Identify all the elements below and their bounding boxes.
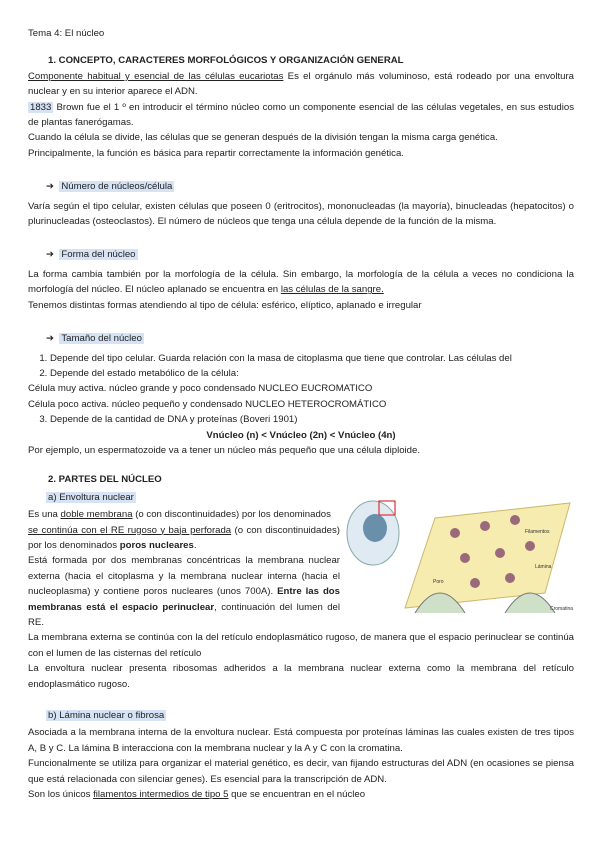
s2-p4: La envoltura nuclear presenta ribosomas adheridos a la membrana nuclear externa como la membrana del retículo endoplasmático rugoso. xyxy=(28,663,574,690)
s1-p4: Principalmente, la función es básica para repartir correctamente la información genética. xyxy=(28,147,404,159)
tam-list xyxy=(28,351,574,382)
lamina-plane xyxy=(405,503,570,608)
forma-p1: La forma cambia también por la morfología de la célula. Sin embargo, la morfología de la célula a veces no condiciona la morfología del núcleo. El núcleo aplanado se encuentra en las células de la sangre. xyxy=(28,268,574,296)
tam-li3: 3. Depende de la cantidad de DNA y proteínas (Boveri 1901) xyxy=(50,412,574,427)
fig-label-4: Cromatina xyxy=(550,606,574,612)
s2-a-heading: a) Envoltura nuclear xyxy=(48,491,134,503)
nuclear-envelope-figure xyxy=(345,498,575,618)
s2-b-heading: b) Lámina nuclear o fibrosa xyxy=(48,710,165,722)
forma-heading: ➔ Forma del núcleo xyxy=(46,249,136,261)
s2-p3: La membrana externa se continúa con la del retículo endoplasmático rugoso, de manera que el espacio perinuclear se continúa con el lumen de las cisternas del retículo xyxy=(28,632,574,659)
tam-l2: Célula poco activa. núcleo pequeño y condensado NUCLEO HETEROCROMÁTICO xyxy=(28,398,387,410)
s2-b1: Asociada a la membrana interna de la envoltura nuclear. Está compuesta por proteínas láminas las cuales existen de tres tipos A, B y C. La lámina B interacciona con la membrana nuclear y la A y C con la cromatina. xyxy=(28,727,574,754)
tam-list-2 xyxy=(28,412,574,427)
fig-label-3: Poro xyxy=(433,579,444,585)
fig-label-1: Filamentos xyxy=(525,529,550,535)
tam-example: Por ejemplo, un espermatozoide va a tener un núcleo más pequeño que una célula diploide. xyxy=(28,444,421,456)
section-2-heading: 2. PARTES DEL NÚCLEO xyxy=(48,474,162,486)
tam-heading: ➔ Tamaño del núcleo xyxy=(46,333,142,345)
s2-p2: Está formada por dos membranas concéntricas la membrana nuclear externa (hacia el citoplasma y la membrana nuclear interna (hacia el nucleoplasma) y contiene poros nucleares (unos 700A). Entre las dos membranas está el espacio perinuclear, continuación del lumen del RE. xyxy=(28,555,341,628)
doc-title: Tema 4: El núcleo xyxy=(28,28,105,39)
tam-li2: 2. Depende del estado metabólico de la célula: xyxy=(50,366,574,381)
s2-p1b: se continúa con el RE rugoso y baja perforada (o con discontinuidades) por los denominados poros nucleares. xyxy=(28,524,340,551)
s2-b2: Funcionalmente se utiliza para organizar el material genético, es decir, van fijando estructuras del ADN (en ocasiones se piensa que está relacionada con silenciar genes). Es esencial para la transcripción de ADN. xyxy=(28,758,574,785)
s1-p1: Componente habitual y esencial de las células eucariotas Es el orgánulo más voluminoso, está rodeado por una envoltura nuclear y en su interior aparece el ADN. xyxy=(28,70,574,98)
tam-l1: Célula muy activa. núcleo grande y poco condensado NUCLEO EUCROMATICO xyxy=(28,383,373,395)
s2-p1: Es una doble membrana (o con discontinuidades) por los denominados xyxy=(28,509,331,521)
fig-label-2: Lámina xyxy=(535,564,552,570)
num-heading: ➔ Número de núcleos/célula xyxy=(46,181,173,193)
s2-b3: Son los únicos filamentos intermedios de tipo 5 que se encuentran en el núcleo xyxy=(28,789,366,801)
tam-formula: Vnúcleo (n) < Vnúcleo (2n) < Vnúcleo (4n) xyxy=(206,429,396,441)
tam-li1: 1. Depende del tipo celular. Guarda relación con la masa de citoplasma que tiene que controlar. Las células del xyxy=(50,351,574,366)
forma-p2: Tenemos distintas formas atendiendo al tipo de célula: esférico, elíptico, aplanado e irregular xyxy=(28,299,422,311)
section-1-heading: 1. CONCEPTO, CARACTERES MORFOLÓGICOS Y ORGANIZACIÓN GENERAL xyxy=(48,55,404,67)
nucleus-icon xyxy=(363,514,387,542)
s1-p2: 1833 Brown fue el 1 º en introducir el término núcleo como un componente esencial de las células vegetales, en sus estudios de plantas fanerógamas. xyxy=(28,101,574,129)
s1-p3: Cuando la célula se divide, las células que se generan después de la división tengan la misma carga genética. xyxy=(28,132,498,144)
num-text: Varía según el tipo celular, existen células que poseen 0 (eritrocitos), mononucleadas (la mayoría), binucleadas (hepatocitos) o plurinucleadas (osteoclastos). El número de núcleos que tenga una célula depende de la función de la misma. xyxy=(28,200,574,228)
